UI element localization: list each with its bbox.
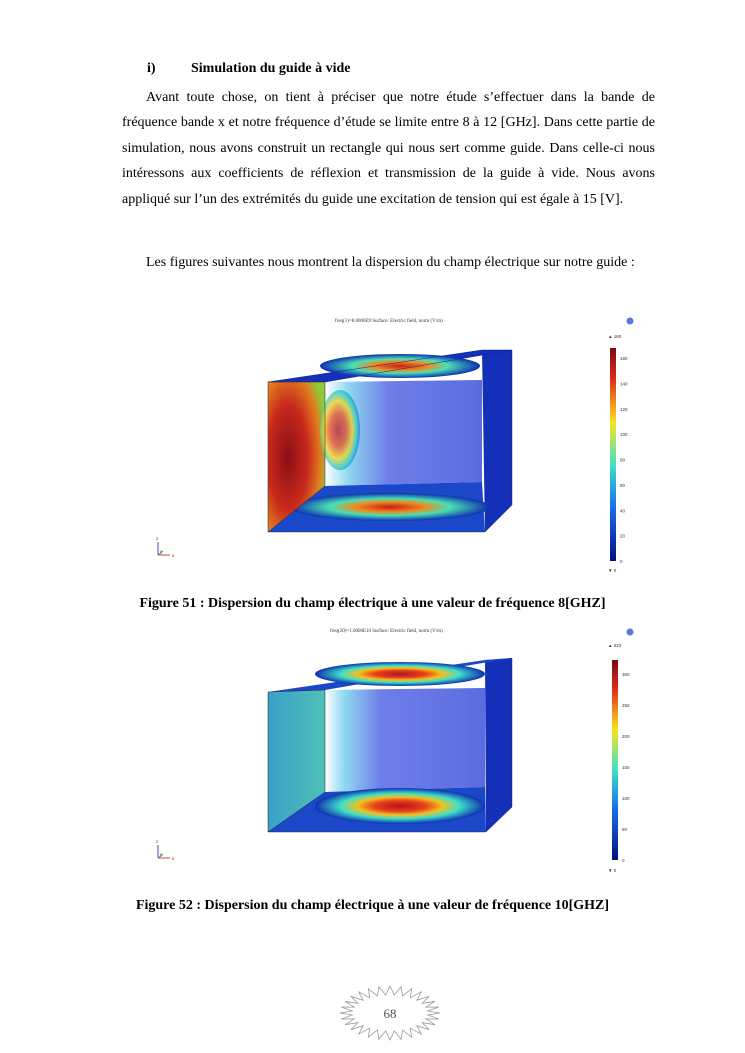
figure-51-simulation-plot (150, 310, 650, 580)
axis-label-x: x (172, 856, 175, 861)
colorbar-min-label: ▼ 0 (608, 568, 617, 573)
colorbar-tick-label: 250 (622, 703, 630, 708)
section-number: i) (147, 61, 156, 76)
comsol-logo-icon (627, 629, 634, 636)
colorbar-tick-label: 80 (620, 457, 626, 463)
axis-label-y: y (160, 852, 163, 857)
axis-label-y: y (160, 549, 163, 554)
comsol-logo-icon (627, 318, 634, 325)
colorbar-tick-label: 160 (620, 356, 628, 361)
colorbar-tick-label: 100 (620, 432, 628, 438)
section-title: Simulation du guide à vide (191, 61, 351, 76)
colorbar-tick-label: 0 (622, 858, 625, 863)
page-number: 68 (383, 1006, 397, 1021)
colorbar (612, 660, 618, 860)
colorbar-tick-label: 50 (622, 827, 628, 832)
colorbar-tick-label: 200 (622, 734, 630, 739)
colorbar-max-label: ▲ 323 (608, 643, 622, 648)
colorbar-tick-label: 300 (622, 672, 630, 677)
colorbar-tick-label: 100 (622, 796, 630, 801)
axis-label-z: z (156, 839, 159, 844)
axis-label-z: z (156, 536, 159, 541)
page-number-badge (338, 985, 442, 1041)
section-heading (147, 61, 351, 77)
colorbar-tick-label: 0 (620, 559, 623, 564)
colorbar-tick-label: 150 (622, 765, 630, 770)
axis-label-x: x (172, 553, 175, 558)
figure-52-caption: Figure 52 : Dispersion du champ électrique à une valeur de fréquence 10[GHZ] (135, 898, 610, 913)
colorbar-tick-label: 40 (620, 508, 626, 514)
plot-title: freq(20)=1.0000E10 Surface: Electric field, norm (V/m) (330, 629, 443, 634)
colorbar (610, 348, 616, 561)
colorbar-max-label: ▲ 160 (608, 334, 622, 339)
paragraph-intro: Avant toute chose, on tient à préciser que notre étude s’effectuer dans la bande de fréquence bande x et notre fréquence d’étude se limite entre 8 à 12 [GHz]. Dans cette partie de simulation, nous avons construit un rectangle qui nous sert comme guide. Dans celle-ci nous intéressons aux coefficients de réflexion et transmission de la guide à vide. Nous avons appliqué sur l’un des extrémités du guide une excitation de tension qui est égale à 15 [V]. (122, 90, 655, 207)
colorbar-tick-label: 20 (620, 533, 626, 539)
plot-title: freq(1)=8.0000E9 Surface: Electric field, norm (V/m) (335, 319, 443, 324)
colorbar-tick-label: 120 (620, 406, 628, 412)
figure-51-caption: Figure 51 : Dispersion du champ électrique à une valeur de fréquence 8[GHZ] (139, 596, 606, 611)
colorbar-tick-label: 60 (620, 482, 626, 488)
paragraph-figures-intro: Les figures suivantes nous montrent la dispersion du champ électrique sur notre guide : (146, 255, 635, 270)
figure-52-simulation-plot (150, 622, 650, 882)
colorbar-tick-label: 140 (620, 381, 628, 387)
colorbar-min-label: ▼ 0 (608, 868, 617, 873)
